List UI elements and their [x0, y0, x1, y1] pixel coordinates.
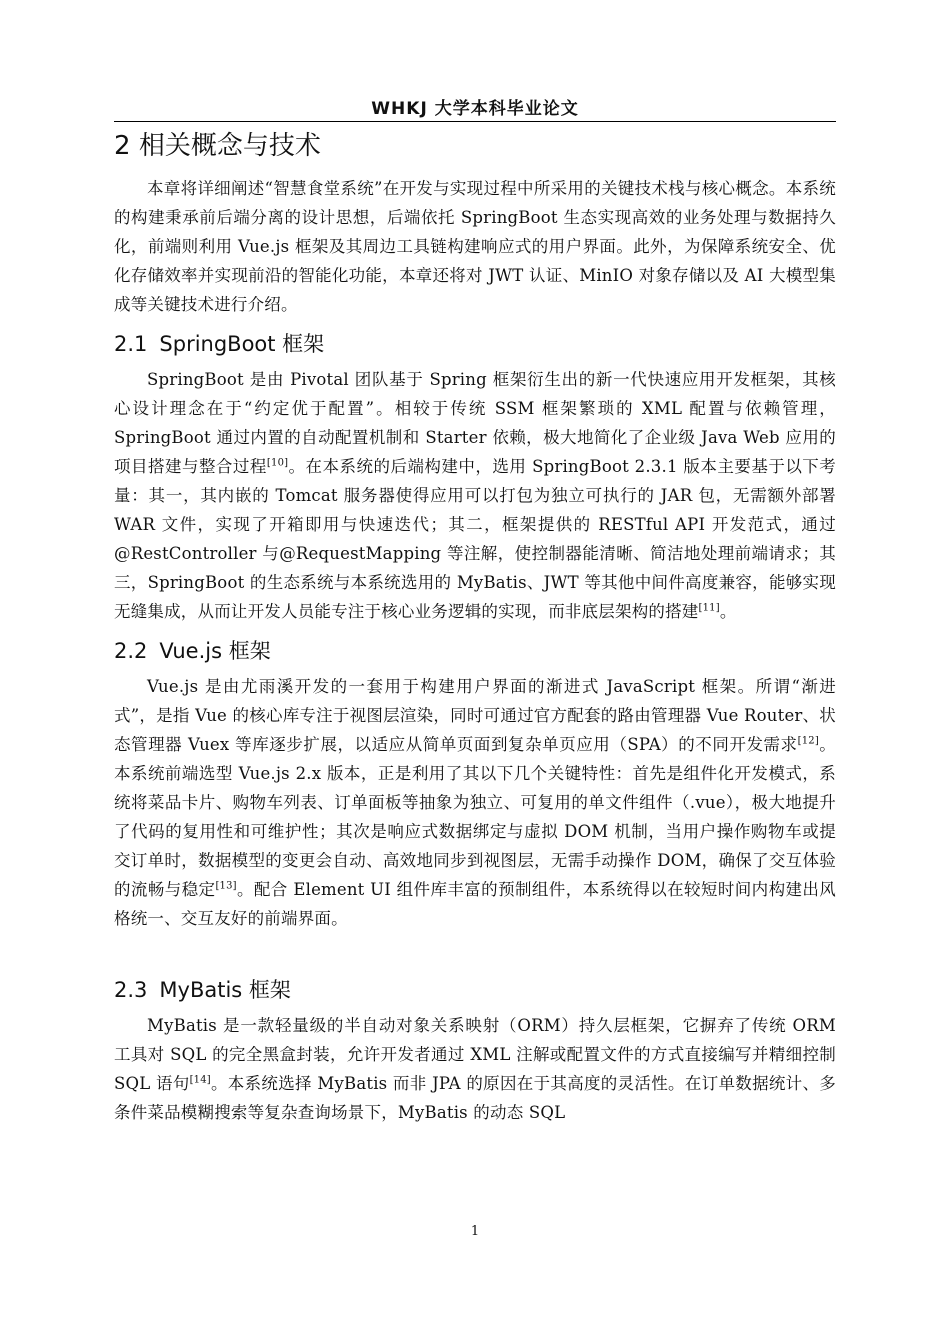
citation-ref[interactable]: [13]	[215, 880, 237, 892]
section-title: Vue.js 框架	[159, 639, 271, 663]
section-title: MyBatis 框架	[159, 978, 291, 1002]
section-2-2-paragraph: Vue.js 是由尤雨溪开发的一套用于构建用户界面的渐进式 JavaScript 框架。所谓“渐进式”，是指 Vue 的核心库专注于视图层渲染，同时可通过官方配套的路由管理器 Vue Router、状态管理器 Vuex 等库逐步扩展，以适应从简单页面到复杂单页应用（SPA）的不同开发需求[12]。本系统前端选型 Vue.js 2.x 版本，正是利用了其以下几个关键特性：首先是组件化开发模式，系统将菜品卡片、购物车列表、订单面板等抽象为独立、可复用的单文件组件（.vue），极大地提升了代码的复用性和可维护性；其次是响应式数据绑定与虚拟 DOM 机制，当用户操作购物车或提交订单时，数据模型的变更会自动、高效地同步到视图层，无需手动操作 DOM，确保了交互体验的流畅与稳定[13]。配合 Element UI 组件库丰富的预制组件，本系统得以在较短时间内构建出风格统一、交互友好的前端界面。	[114, 677, 837, 928]
intro-paragraph: 本章将详细阐述“智慧食堂系统”在开发与实现过程中所采用的关键技术栈与核心概念。本系统的构建秉承前后端分离的设计思想，后端依托 SpringBoot 生态实现高效的业务处理与数据持久化，前端则利用 Vue.js 框架及其周边工具链构建响应式的用户界面。此外，为保障系统安全、优化存储效率并实现前沿的智能化功能，本章还将对 JWT 认证、MinIO 对象存储以及 AI 大模型集成等关键技术进行介绍。	[114, 179, 836, 314]
section-heading-2-3	[114, 973, 836, 1007]
citation-ref[interactable]: [14]	[189, 1074, 211, 1086]
page-number: 1	[470, 1224, 480, 1239]
section-2-1-paragraph: SpringBoot 是由 Pivotal 团队基于 Spring 框架衍生出的新一代快速应用开发框架，其核心设计理念在于“约定优于配置”。相较于传统 SSM 框架繁琐的 XML 配置与依赖管理，SpringBoot 通过内置的自动配置机制和 Starter 依赖，极大地简化了企业级 Java Web 应用的项目搭建与整合过程[10]。在本系统的后端构建中，选用 SpringBoot 2.3.1 版本主要基于以下考量：其一，其内嵌的 Tomcat 服务器使得应用可以打包为独立可执行的 JAR 包，无需额外部署 WAR 文件，实现了开箱即用与快速迭代；其二，框架提供的 RESTful API 开发范式，通过@RestController 与@RequestMapping 等注解，使控制器能清晰、简洁地处理前端请求；其三，SpringBoot 的生态系统与本系统选用的 MyBatis、JWT 等其他中间件高度兼容，能够实现无缝集成，从而让开发人员能专注于核心业务逻辑的实现，而非底层架构的搭建[11]。	[114, 370, 836, 621]
citation-ref[interactable]: [11]	[698, 602, 720, 614]
page-content	[114, 128, 836, 1127]
citation-ref[interactable]: [10]	[266, 457, 289, 469]
header-rule	[114, 121, 836, 122]
section-heading-2-2	[114, 634, 836, 668]
section-heading-2-1	[114, 327, 836, 361]
section-2-3-paragraph: MyBatis 是一款轻量级的半自动对象关系映射（ORM）持久层框架，它摒弃了传统 ORM 工具对 SQL 的完全黑盒封装，允许开发者通过 XML 注解或配置文件的方式直接编写并精细控制 SQL 语句[14]。本系统选择 MyBatis 而非 JPA 的原因在于其高度的灵活性。在订单数据统计、多条件菜品模糊搜索等复杂查询场景下，MyBatis 的动态 SQL	[114, 1016, 837, 1122]
chapter-heading	[114, 128, 836, 164]
citation-ref[interactable]: [12]	[797, 735, 819, 747]
section-number: 2.1	[114, 332, 148, 356]
section-title: SpringBoot 框架	[159, 332, 325, 356]
section-number: 2.2	[114, 639, 148, 663]
section-number: 2.3	[114, 978, 148, 1002]
running-header: WHKJ 大学本科毕业论文	[371, 99, 579, 119]
chapter-number: 2	[114, 131, 131, 161]
chapter-title: 相关概念与技术	[138, 131, 321, 161]
